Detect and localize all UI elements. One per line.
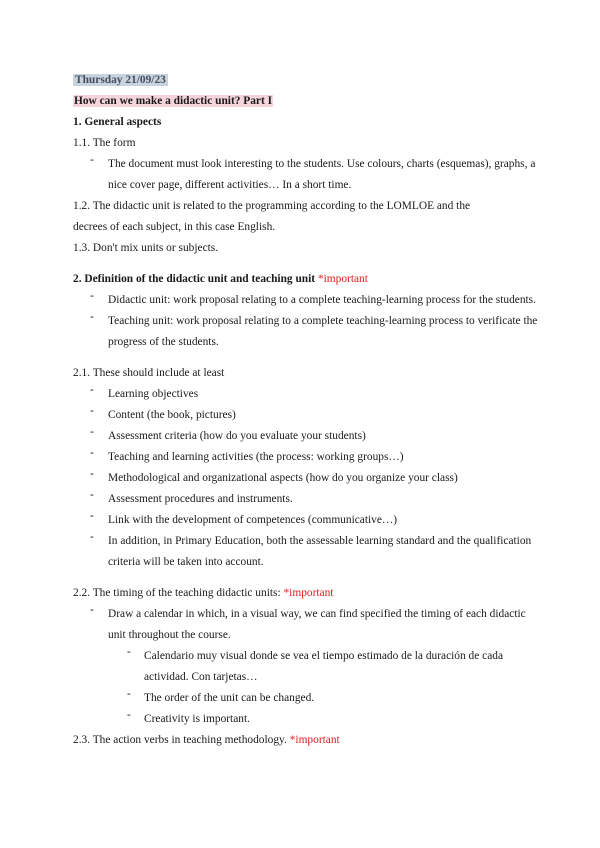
p12-line2: decrees of each subject, in this case English. — [73, 221, 276, 233]
dash-marker: - — [90, 604, 94, 616]
bullet-text: Creativity is important. — [144, 713, 250, 725]
bullet-text: Didactic unit: work proposal relating to a complete teaching-learning process for the students. — [108, 294, 536, 306]
dash-marker: - — [127, 646, 131, 658]
form-bullet — [73, 154, 543, 196]
bullet-text: Teaching and learning activities (the process: working groups…) — [108, 451, 404, 463]
section21-heading: 2.1. These should include at least — [73, 367, 225, 379]
list-item — [73, 311, 543, 353]
bullet-text: The order of the unit can be changed. — [144, 692, 315, 704]
sub-list-item — [73, 688, 543, 709]
dash-marker: - — [90, 489, 94, 501]
sub-list-item — [73, 709, 543, 730]
section1-heading: 1. General aspects — [73, 116, 162, 128]
important-tag: *important — [289, 734, 340, 746]
bullet-text: Assessment criteria (how do you evaluate your students) — [108, 430, 366, 442]
page-title: How can we make a didactic unit? Part I — [74, 95, 273, 107]
dash-marker: - — [127, 688, 131, 700]
list-item — [73, 384, 543, 405]
section22-heading — [73, 583, 543, 604]
list-item — [73, 447, 543, 468]
bullet-text: Content (the book, pictures) — [108, 409, 236, 421]
dash-marker: - — [90, 405, 94, 417]
p12-line1: 1.2. The didactic unit is related to the programming according to the LOMLOE and the — [73, 200, 471, 212]
dash-marker: - — [90, 447, 94, 459]
bullet-text: Methodological and organizational aspects (how do you organize your class) — [108, 472, 458, 484]
section22-heading-text: 2.2. The timing of the teaching didactic units: — [73, 587, 281, 599]
date-line — [73, 70, 543, 91]
date-highlight: Thursday 21/09/23 — [75, 74, 166, 86]
bullet-text: Link with the development of competences (communicative…) — [108, 514, 398, 526]
bullet-text: The document must look interesting to the students. Use colours, charts (esquemas), graphs, a nice cover page, different activities… In a short time. — [108, 158, 536, 191]
title-line — [73, 91, 543, 112]
bullet-text: In addition, in Primary Education, both the assessable learning standard and the qualification criteria will be taken into account. — [108, 535, 532, 568]
list-item — [73, 405, 543, 426]
section2-heading — [73, 269, 543, 290]
dash-marker: - — [90, 311, 94, 323]
dash-marker: - — [127, 709, 131, 721]
p13: 1.3. Don't mix units or subjects. — [73, 242, 219, 254]
bullet-text: Calendario muy visual donde se vea el tiempo estimado de la duración de cada actividad. Con tarjetas… — [144, 650, 503, 683]
list-item — [73, 468, 543, 489]
section23-heading — [73, 730, 543, 751]
dash-marker: - — [90, 531, 94, 543]
bullet-text: Learning objectives — [108, 388, 199, 400]
dash-marker: - — [90, 468, 94, 480]
list-item — [73, 510, 543, 531]
list-item — [73, 426, 543, 447]
document-body — [73, 70, 543, 751]
important-tag: *important — [283, 587, 334, 599]
bullet-text: Assessment procedures and instruments. — [108, 493, 293, 505]
dash-marker: - — [90, 154, 94, 166]
dash-marker: - — [90, 384, 94, 396]
section23-heading-text: 2.3. The action verbs in teaching methodology. — [73, 734, 287, 746]
dash-marker: - — [90, 426, 94, 438]
important-tag: *important — [317, 273, 368, 285]
list-item — [73, 489, 543, 510]
dash-marker: - — [90, 510, 94, 522]
bullet-text: Draw a calendar in which, in a visual way, we can find specified the timing of each didactic unit throughout the course. — [108, 608, 526, 641]
list-item — [73, 290, 543, 311]
section2-heading-text: 2. Definition of the didactic unit and teaching unit — [73, 273, 316, 285]
list-item — [73, 531, 543, 573]
bullet-text: Teaching unit: work proposal relating to a complete teaching-learning process to verificate the progress of the students. — [108, 315, 538, 348]
dash-marker: - — [90, 290, 94, 302]
sub-list-item — [73, 646, 543, 688]
form-subheading: 1.1. The form — [73, 137, 136, 149]
list-item — [73, 604, 543, 646]
